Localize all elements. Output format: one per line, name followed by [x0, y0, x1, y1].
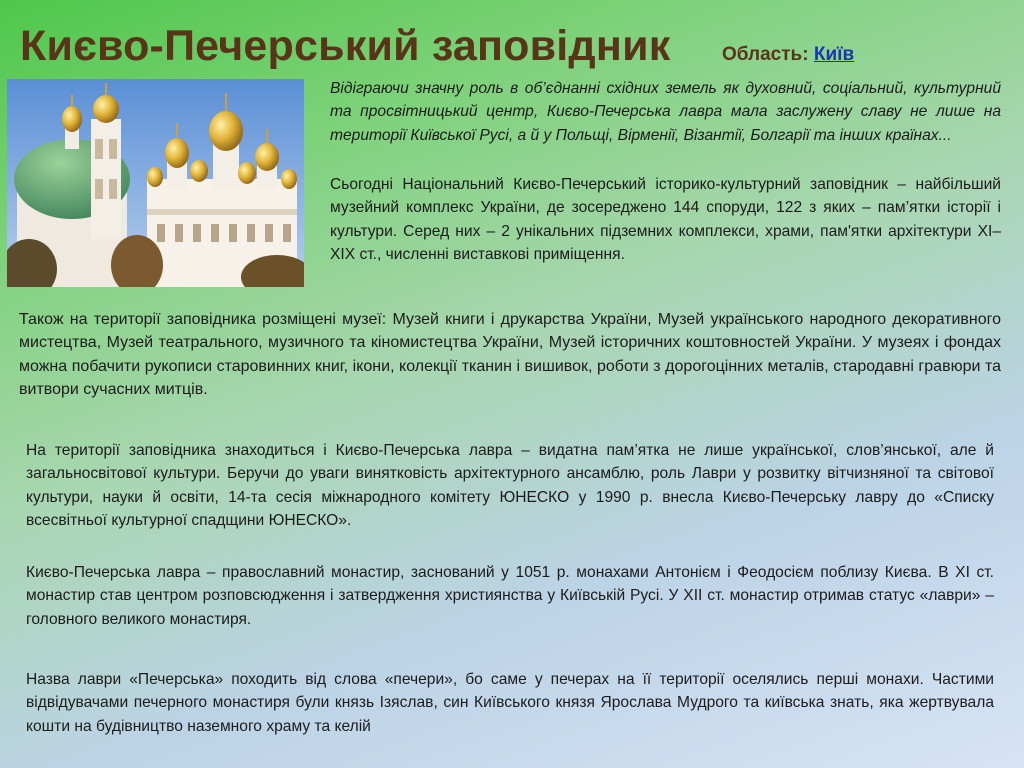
region-line: [722, 44, 854, 66]
today-paragraph: Сьогодні Національний Києво-Печерський історико-культурний заповідник – найбільший музейний комплекс України, де зосереджено 144 споруди, 122 з яких – пам’ятки історії і культури. Серед них – 2 унікальних підземних комплекси, храми, пам'ятки архітектури XI–XIX ст., численні виставкові приміщення.: [330, 176, 1001, 264]
page-title: Києво-Печерський заповідник: [20, 22, 671, 70]
intro-paragraph: Відіграючи значну роль в об’єднанні східних земель як духовний, соціальний, культурний та просвітницький центр, Києво-Печерська лавра мала заслужену славу не лише на території Київської Русі, а й у Польщі, Вірменії, Візантії, Болгарії та інших країнах...: [330, 80, 1001, 144]
region-link-kyiv[interactable]: Київ: [813, 44, 855, 65]
region-label: Область:: [722, 44, 809, 65]
name-origin-paragraph: Назва лаври «Печерська» походить від слова «печери», бо саме у печерах на її території оселялись перші монахи. Частими відвідувачами печерного монастиря були князь Ізяслав, син Київського князя Ярослава Мудрого та київська знать, яка жертвувала кошти на будівництво наземного храму та келій: [26, 671, 994, 735]
monastery-paragraph: Києво-Печерська лавра – православний монастир, заснований у 1051 р. монахами Антонієм і Феодосієм поблизу Києва. В XI ст. монастир став центром розповсюдження і затвердження християнства у Київській Русі. У XII ст. монастир отримав статус «лаври» – головного великого монастиря.: [26, 564, 994, 628]
lavra-paragraph: На території заповідника знаходиться і Києво-Печерська лавра – видатна пам’ятка не лише української, слов’янської, але й загальносвітової культури. Беручи до уваги винятковість архітектурного ансамблю, роль Лаври у розвитку вітчизняної та світової культури, науки й освіти, 14-та сесія міжнародного комітету ЮНЕСКО у 1990 р. внесла Києво-Печерську лавру до «Списку всесвітньої культурної спадщини ЮНЕСКО».: [26, 442, 994, 530]
lavra-photo: [7, 79, 304, 287]
museums-paragraph: Також на території заповідника розміщені музеї: Музей книги і друкарства України, Музей українського народного декоративного мистецтва, Музей театрального, музичного та кіномистецтва України, Музей історичних коштовностей України. У музеях і фондах можна побачити рукописи старовинних книг, ікони, колекції тканин і вишивок, роботи з дорогоцінних металів, стародавні гравюри та витвори сучасних митців.: [19, 311, 1001, 399]
